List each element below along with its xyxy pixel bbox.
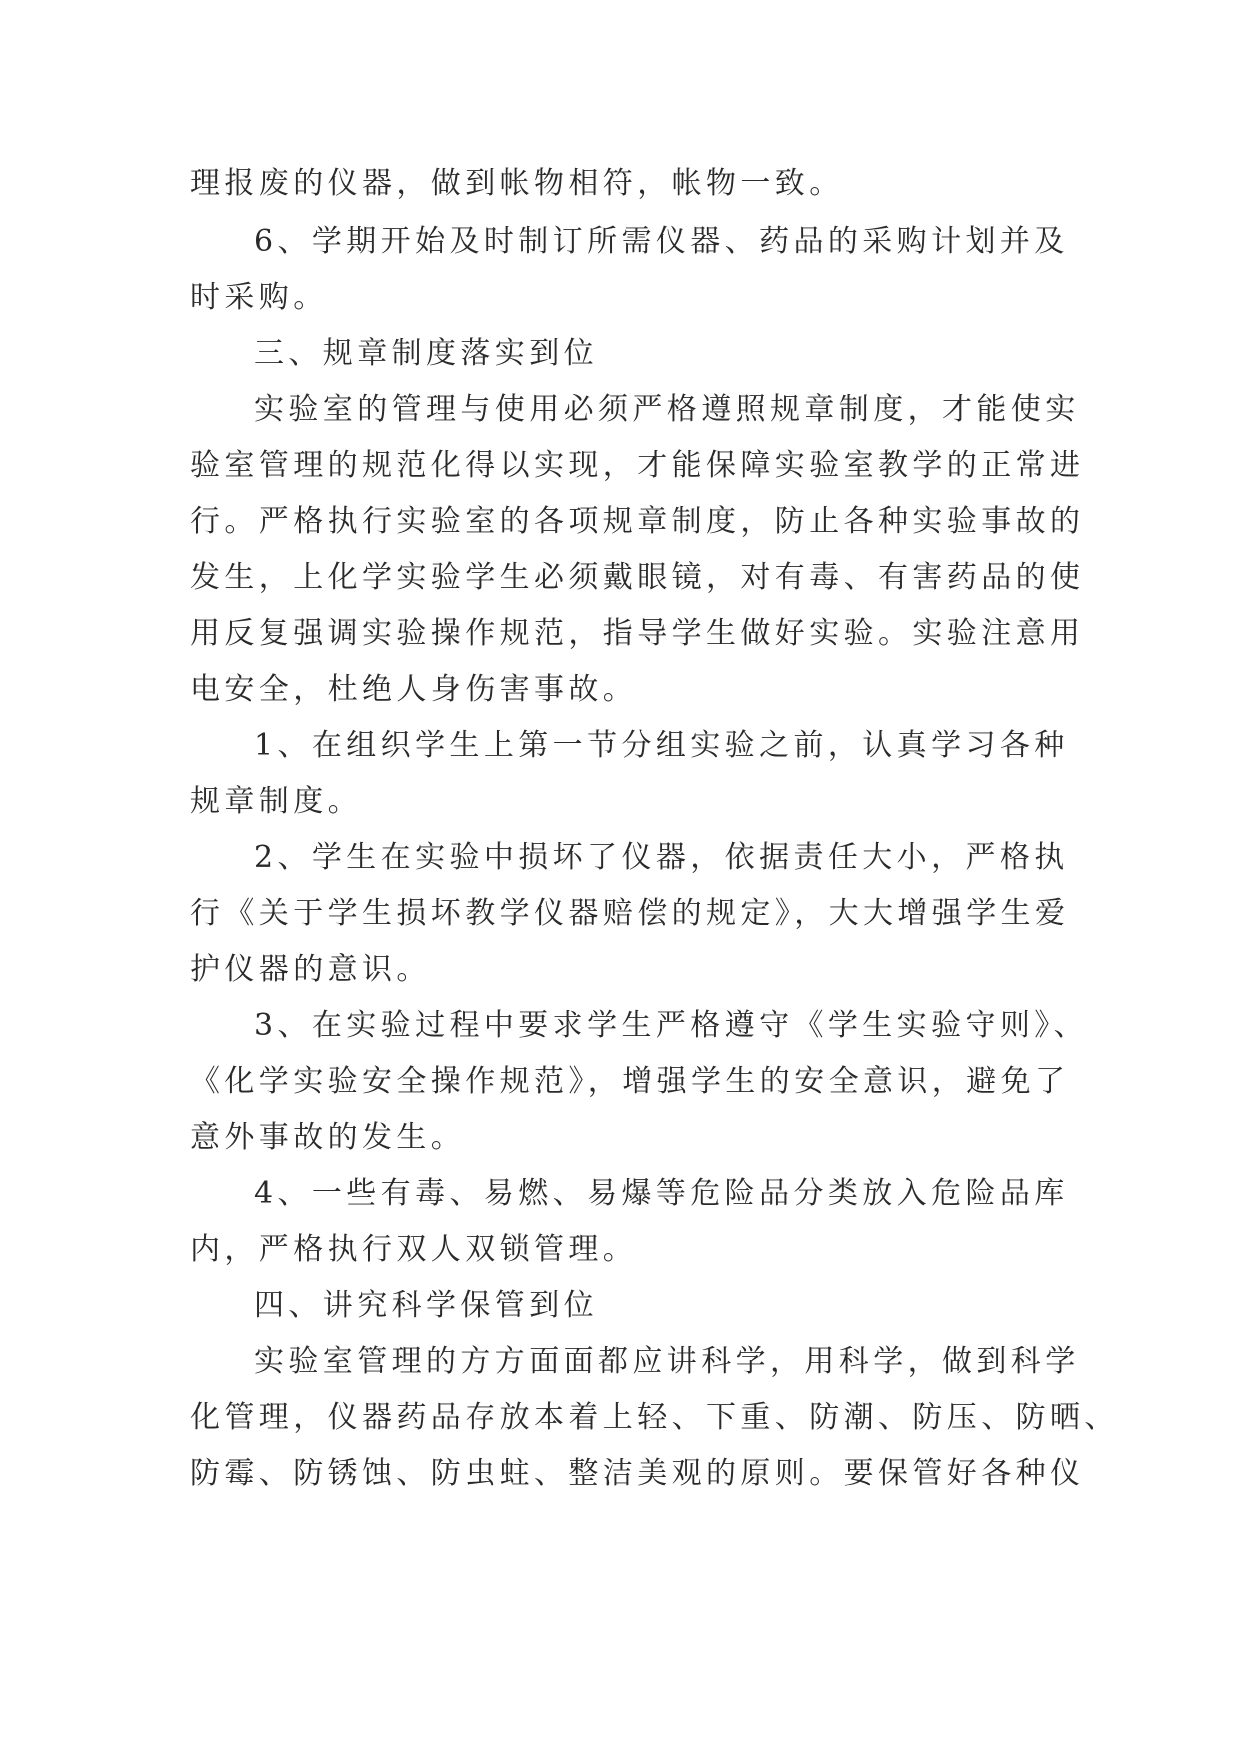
- item-6-line-2: 时采购。: [190, 280, 328, 315]
- item-2-line-1: 2、学生在实验中损坏了仪器，依据责任大小，严格执: [254, 840, 1069, 875]
- item-4-line-1: 4、一些有毒、易燃、易爆等危险品分类放入危险品库: [254, 1176, 1069, 1211]
- paragraph-4-line-2: 化管理，仪器药品存放本着上轻、下重、防潮、防压、防晒、: [190, 1400, 1119, 1435]
- paragraph-3-line-4: 发生，上化学实验学生必须戴眼镜，对有毒、有害药品的使: [190, 560, 1085, 595]
- section-heading-4: 四、讲究科学保管到位: [254, 1288, 598, 1323]
- item-4-line-2: 内，严格执行双人双锁管理。: [190, 1232, 638, 1267]
- paragraph-4-line-3: 防霉、防锈蚀、防虫蛀、整洁美观的原则。要保管好各种仪: [190, 1456, 1085, 1491]
- paragraph-4-line-1: 实验室管理的方方面面都应讲科学，用科学，做到科学: [254, 1344, 1080, 1379]
- paragraph-3-line-6: 电安全，杜绝人身伤害事故。: [190, 672, 638, 707]
- item-2-line-3: 护仪器的意识。: [190, 952, 431, 987]
- item-1-line-2: 规章制度。: [190, 784, 362, 819]
- item-2-line-2: 行《关于学生损坏教学仪器赔偿的规定》，大大增强学生爱: [190, 896, 1070, 931]
- paragraph-3-line-3: 行。严格执行实验室的各项规章制度，防止各种实验事故的: [190, 504, 1085, 539]
- item-3-line-1: 3、在实验过程中要求学生严格遵守《学生实验守则》、: [254, 1008, 1089, 1043]
- item-1-line-1: 1、在组织学生上第一节分组实验之前，认真学习各种: [254, 728, 1069, 763]
- item-6-line-1: 6、学期开始及时制订所需仪器、药品的采购计划并及: [254, 224, 1069, 259]
- item-3-line-3: 意外事故的发生。: [190, 1120, 466, 1155]
- text-line-1: 理报废的仪器，做到帐物相符，帐物一致。: [190, 166, 844, 201]
- section-heading-3: 三、规章制度落实到位: [254, 336, 598, 371]
- paragraph-3-line-2: 验室管理的规范化得以实现，才能保障实验室教学的正常进: [190, 448, 1085, 483]
- paragraph-3-line-5: 用反复强调实验操作规范，指导学生做好实验。实验注意用: [190, 616, 1085, 651]
- item-3-line-2: 《化学实验安全操作规范》，增强学生的安全意识，避免了: [190, 1064, 1070, 1099]
- paragraph-3-line-1: 实验室的管理与使用必须严格遵照规章制度，才能使实: [254, 392, 1080, 427]
